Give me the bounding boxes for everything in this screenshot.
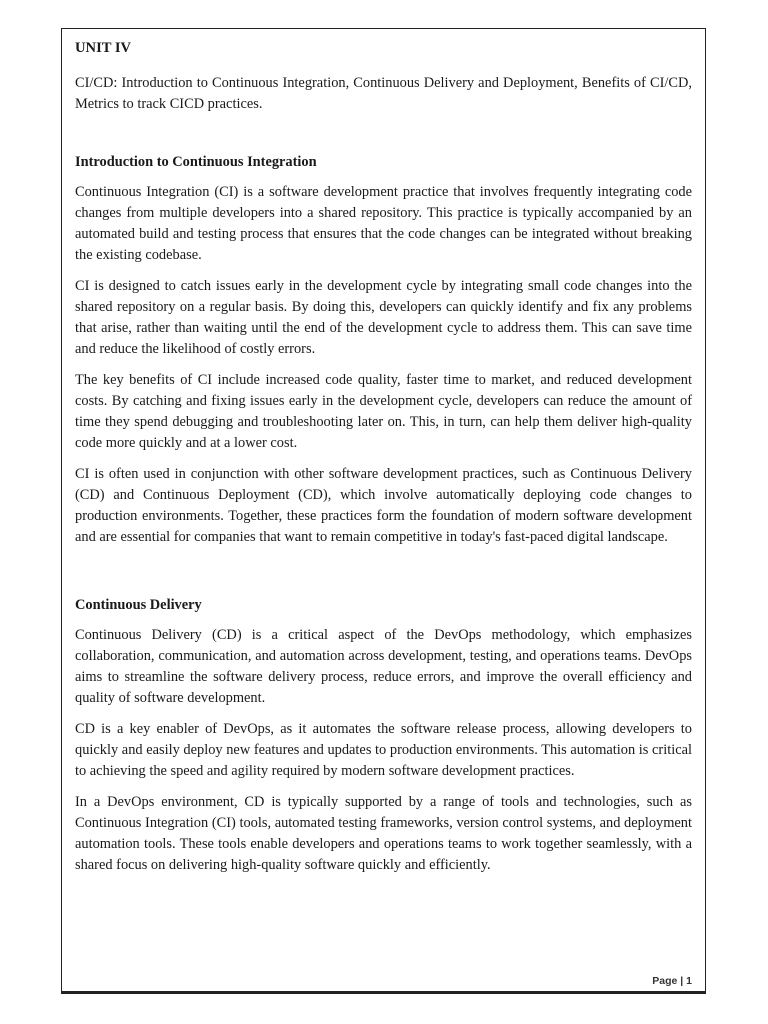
paragraph: Continuous Integration (CI) is a software development practice that involves frequently integrating code changes from multiple developers into a shared repository. This practice is typically accompanied by an automated build and testing process that ensures that the code changes can be integrated without breaking the existing codebase.: [75, 184, 692, 263]
paragraph: CI is often used in conjunction with other software development practices, such as Continuous Delivery (CD) and Continuous Deployment (CD), which involve automatically deploying code changes to production environments. Together, these practices form the foundation of modern software development and are essential for companies that want to remain competitive in today's fast-paced digital landscape.: [75, 466, 692, 545]
section-heading-cd: Continuous Delivery: [75, 597, 202, 613]
paragraph: The key benefits of CI include increased code quality, faster time to market, and reduced development costs. By catching and fixing issues early in the development cycle, developers can reduce the amount of time they spend debugging and troubleshooting later on. This, in turn, can help them deliver high-quality code more quickly and at a lower cost.: [75, 372, 692, 451]
unit-intro: CI/CD: Introduction to Continuous Integration, Continuous Delivery and Deployment, Benefits of CI/CD, Metrics to track CICD practices.: [75, 75, 692, 112]
section-heading-ci: Introduction to Continuous Integration: [75, 154, 317, 170]
section-continuous-delivery: [75, 595, 692, 876]
unit-title: UNIT IV: [75, 40, 132, 56]
paragraph: Continuous Delivery (CD) is a critical aspect of the DevOps methodology, which emphasizes collaboration, communication, and automation across development, testing, and operations teams. DevOps aims to streamline the software delivery process, reduce errors, and improve the overall efficiency and quality of software development.: [75, 627, 692, 706]
page-number: Page | 1: [652, 975, 692, 987]
paragraph: CI is designed to catch issues early in the development cycle by integrating small code changes into the shared repository on a regular basis. By doing this, developers can quickly identify and fix any problems that arise, rather than waiting until the end of the development cycle to address them. This can save time and reduce the likelihood of costly errors.: [75, 278, 692, 357]
document-body: [75, 38, 692, 886]
section-continuous-integration: [75, 152, 692, 548]
paragraph: In a DevOps environment, CD is typically supported by a range of tools and technologies, such as Continuous Integration (CI) tools, automated testing frameworks, version control systems, and deployment automation tools. These tools enable developers and operations teams to work together seamlessly, with a shared focus on delivering high-quality software quickly and efficiently.: [75, 794, 692, 873]
paragraph: CD is a key enabler of DevOps, as it automates the software release process, allowing developers to quickly and easily deploy new features and updates to production environments. This automation is critical to achieving the speed and agility required by modern software development practices.: [75, 721, 692, 779]
